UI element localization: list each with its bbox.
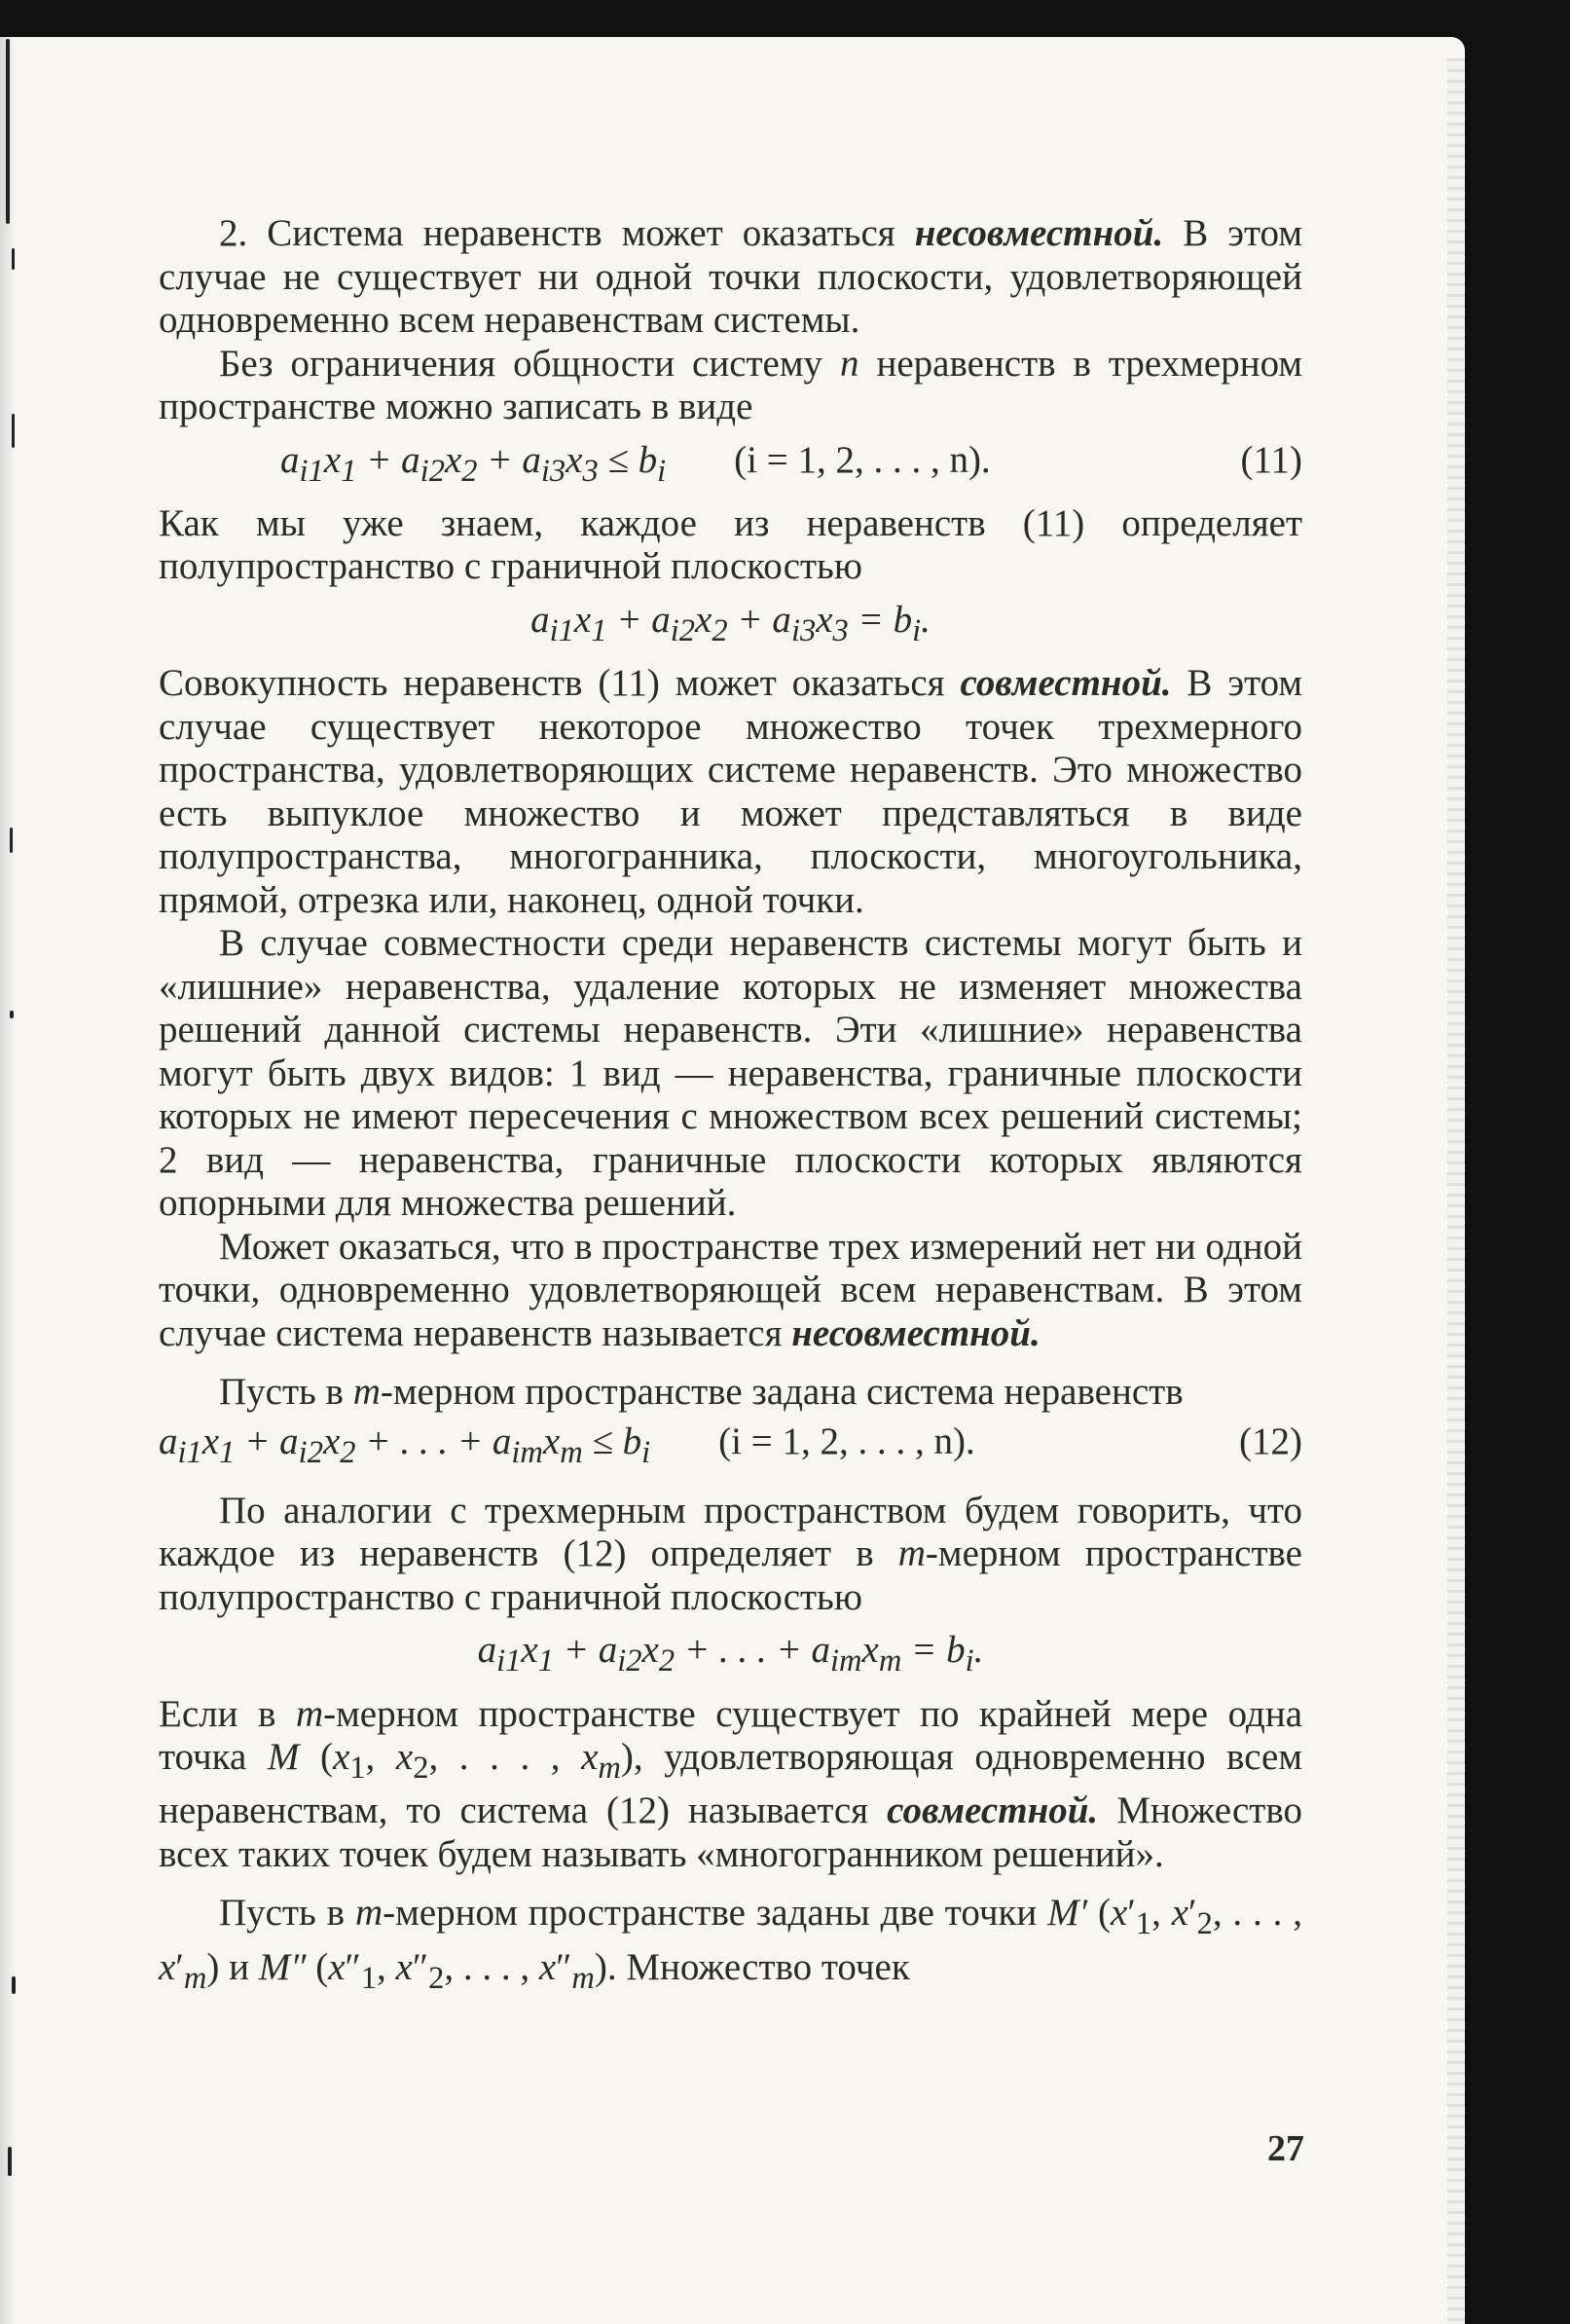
- page-number: 27: [1267, 2128, 1304, 2169]
- formula-12-condition: (i = 1, 2, . . . , n).: [718, 1420, 975, 1462]
- paragraph-10: Пусть в m-мерном пространстве заданы две точки M′ ($x'_1$, $x'_2$, . . . , $x'_m$) и M″ ($x''_1$, $x''_2$, . . . , $x''_m$). Множество точек: [159, 1892, 1302, 1996]
- formula-12-number: (12): [1239, 1420, 1302, 1462]
- formula-plane-3d: [159, 599, 1302, 652]
- formula-plane-m-expression: $a_{i1}x_1 + a_{i2}x_2$ + . . . + $a_{im}x_m = b_i$.: [477, 1629, 984, 1679]
- scan-mark: [10, 1011, 14, 1018]
- formula-11-expression: $a_{i1}x_1 + a_{i2}x_2 + a_{i3}x_3 \le b_i$: [280, 438, 667, 489]
- paragraph-2: Без ограничения общности систему n неравенств в трехмерном пространстве можно записать в виде: [159, 342, 1303, 427]
- formula-11: [159, 439, 1302, 493]
- paragraph-8: По аналогии с трехмерным пространством будем говорить, что каждое из неравенств (12) определяет в m-мерном пространстве полупространство с граничной плоскостью: [159, 1489, 1302, 1618]
- formula-12: [159, 1420, 1302, 1474]
- scan-mark: [12, 248, 15, 270]
- term-compatible-2: совместной.: [887, 1789, 1099, 1832]
- paragraph-4: Совокупность неравенств (11) может оказаться совместной. В этом случае существует некоторое множество точек трехмерного пространства, удовлетворяющих системе неравенств. Это множество есть выпуклое множество и может представляться в виде полупространства, многогранника, плоскости, многоугольника, прямой, отрезка или, наконец, одной точки.: [159, 662, 1303, 921]
- paragraph-5: В случае совместности среди неравенств системы могут быть и «лишние» неравенства, удаление которых не изменяет множества решений данной системы неравенств. Эти «лишние» неравенства могут быть двух видов: 1 вид — неравенства, граничные плоскости которых не имеют пересечения с множеством всех решений системы; 2 вид — неравенства, граничные плоскости которых являются опорными для множества решений.: [159, 922, 1302, 1225]
- point-m-prime: M′: [1047, 1892, 1088, 1935]
- formula-11-number: (11): [1240, 438, 1302, 481]
- formula-plane-m: [159, 1629, 1302, 1682]
- formula-12-expression: $a_{i1}x_1 + a_{i2}x_2$ + . . . + $a_{im}x_m \le b_i$: [159, 1420, 651, 1470]
- term-incompatible: несовместной.: [914, 212, 1164, 254]
- paragraph-9: Если в m-мерном пространстве существует по крайней мере одна точка M ($x_1$, $x_2$, . . . , $x_m$), удовлетворяющая одновременно всем неравенствам, то система (12) называется совместной. Множество всех таких точек будем называть «многогранником решений».: [159, 1692, 1303, 1875]
- formula-plane-3d-expression: $a_{i1}x_1 + a_{i2}x_2 + a_{i3}x_3 = b_i$.: [530, 598, 931, 648]
- main-text: [159, 212, 1302, 2000]
- paragraph-7: Пусть в m-мерном пространстве задана система неравенств: [219, 1371, 1184, 1414]
- scan-mark: [6, 39, 10, 224]
- formula-11-condition: (i = 1, 2, . . . , n).: [734, 438, 991, 481]
- paragraph-3: Как мы уже знаем, каждое из неравенств (11) определяет полупространство с граничной плоскостью: [159, 501, 1302, 588]
- paragraph-6: Может оказаться, что в пространстве трех измерений нет ни одной точки, одновременно удовлетворяющей всем неравенствам. В этом случае система неравенств называется несовместной.: [159, 1225, 1302, 1354]
- term-compatible: совместной.: [960, 662, 1172, 705]
- scan-mark: [10, 828, 13, 853]
- point-m: M: [267, 1736, 300, 1779]
- paragraph-1: 2. Система неравенств может оказаться несовместной. В этом случае не существует ни одной точки плоскости, удовлетворяющей одновременно всем неравенствам системы.: [159, 212, 1302, 341]
- scan-mark: [12, 1976, 16, 1994]
- term-incompatible-2: несовместной.: [791, 1311, 1041, 1354]
- scan-mark: [8, 2147, 12, 2176]
- scan-mark: [12, 414, 15, 448]
- scan-right-edge: [1447, 58, 1465, 2324]
- point-m-double-prime: M″: [258, 1945, 307, 1988]
